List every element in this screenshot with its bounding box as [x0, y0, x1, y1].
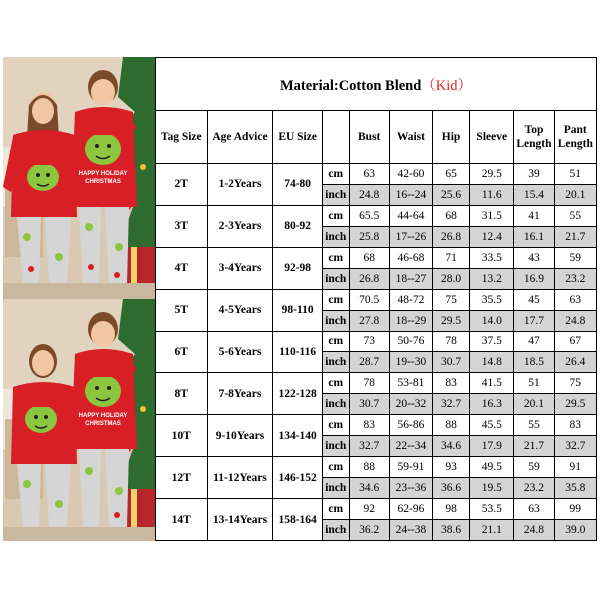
bust-cm-value: 68: [349, 247, 389, 268]
unit-cm-cell: cm: [322, 415, 349, 436]
waist-cm-value: 44-64: [389, 205, 432, 226]
pant-length-inch-value: 20.1: [554, 184, 596, 205]
sleeve-cm-value: 45.5: [470, 415, 514, 436]
hip-inch-value: 26.8: [433, 226, 470, 247]
product-photo-top: [3, 57, 155, 299]
waist-cm-value: 42-60: [389, 164, 432, 185]
waist-inch-value: 18--29: [389, 310, 432, 331]
pant-length-cm-value: 63: [554, 289, 596, 310]
age-advice-cell: 2-3Years: [207, 205, 273, 247]
hip-cm-value: 65: [433, 164, 470, 185]
bust-inch-value: 28.7: [349, 352, 389, 373]
top-length-cm-value: 55: [514, 415, 554, 436]
age-advice-cell: 1-2Years: [207, 164, 273, 206]
sleeve-inch-value: 17.9: [470, 436, 514, 457]
waist-cm-value: 48-72: [389, 289, 432, 310]
size-row-cm: [156, 457, 597, 478]
waist-inch-value: 19--30: [389, 352, 432, 373]
header-pant-length: Pant Length: [554, 111, 596, 164]
tag-size-cell: 4T: [156, 247, 208, 289]
title-main: Material:Cotton Blend: [279, 77, 422, 94]
hip-inch-value: 34.6: [433, 436, 470, 457]
pant-length-inch-value: 39.0: [554, 519, 596, 540]
pant-length-cm-value: 99: [554, 499, 596, 520]
waist-inch-value: 23--36: [389, 478, 432, 499]
bust-cm-value: 63: [349, 164, 389, 185]
unit-inch-cell: inch: [322, 436, 349, 457]
size-row-cm: [156, 164, 597, 185]
tag-size-cell: 2T: [156, 164, 208, 206]
svg-text:CHRISTMAS: CHRISTMAS: [85, 421, 121, 427]
waist-cm-value: 62-96: [389, 499, 432, 520]
hip-inch-value: 30.7: [433, 352, 470, 373]
table-title: [156, 58, 597, 111]
top-length-inch-value: 15.4: [514, 184, 554, 205]
tag-size-cell: 10T: [156, 415, 208, 457]
sleeve-cm-value: 33.5: [470, 247, 514, 268]
pant-length-cm-value: 83: [554, 415, 596, 436]
header-top-length: Top Length: [514, 111, 554, 164]
waist-cm-value: 46-68: [389, 247, 432, 268]
sleeve-inch-value: 14.0: [470, 310, 514, 331]
header-eu-size: EU Size: [273, 111, 322, 164]
age-advice-cell: 9-10Years: [207, 415, 273, 457]
top-length-cm-value: 45: [514, 289, 554, 310]
size-rows: [156, 164, 597, 541]
unit-inch-cell: inch: [322, 226, 349, 247]
bust-inch-value: 34.6: [349, 478, 389, 499]
bust-inch-value: 32.7: [349, 436, 389, 457]
size-row-cm: [156, 499, 597, 520]
age-advice-cell: 3-4Years: [207, 247, 273, 289]
unit-inch-cell: inch: [322, 478, 349, 499]
sleeve-cm-value: 49.5: [470, 457, 514, 478]
top-length-inch-value: 21.7: [514, 436, 554, 457]
waist-inch-value: 18--27: [389, 268, 432, 289]
pant-length-inch-value: 21.7: [554, 226, 596, 247]
hip-inch-value: 36.6: [433, 478, 470, 499]
sleeve-inch-value: 19.5: [470, 478, 514, 499]
hip-cm-value: 68: [433, 205, 470, 226]
hip-cm-value: 83: [433, 373, 470, 394]
pant-length-cm-value: 91: [554, 457, 596, 478]
size-row-cm: [156, 247, 597, 268]
unit-cm-cell: cm: [322, 289, 349, 310]
eu-size-cell: 98-110: [273, 289, 322, 331]
hip-inch-value: 29.5: [433, 310, 470, 331]
unit-cm-cell: cm: [322, 457, 349, 478]
size-chart-table: [155, 57, 597, 541]
hip-cm-value: 75: [433, 289, 470, 310]
waist-cm-value: 50-76: [389, 331, 432, 352]
bust-cm-value: 73: [349, 331, 389, 352]
sleeve-inch-value: 21.1: [470, 519, 514, 540]
sleeve-inch-value: 14.8: [470, 352, 514, 373]
bust-inch-value: 27.8: [349, 310, 389, 331]
top-length-inch-value: 20.1: [514, 394, 554, 415]
hip-cm-value: 98: [433, 499, 470, 520]
top-length-inch-value: 17.7: [514, 310, 554, 331]
size-row-cm: [156, 205, 597, 226]
unit-inch-cell: inch: [322, 394, 349, 415]
hip-inch-value: 28.0: [433, 268, 470, 289]
pant-length-cm-value: 59: [554, 247, 596, 268]
unit-cm-cell: cm: [322, 164, 349, 185]
eu-size-cell: 92-98: [273, 247, 322, 289]
tag-size-cell: 12T: [156, 457, 208, 499]
sleeve-inch-value: 16.3: [470, 394, 514, 415]
svg-text:HAPPY HOLIDAY: HAPPY HOLIDAY: [78, 171, 128, 177]
kids-pajama-photo: [3, 57, 155, 299]
hip-inch-value: 32.7: [433, 394, 470, 415]
age-advice-cell: 13-14Years: [207, 499, 273, 541]
top-length-cm-value: 63: [514, 499, 554, 520]
bust-inch-value: 24.8: [349, 184, 389, 205]
header-unit: [322, 111, 349, 164]
sleeve-inch-value: 12.4: [470, 226, 514, 247]
header-age-advice: Age Advice: [207, 111, 273, 164]
top-length-cm-value: 51: [514, 373, 554, 394]
header-bust: Bust: [349, 111, 389, 164]
top-length-inch-value: 18.5: [514, 352, 554, 373]
hip-cm-value: 71: [433, 247, 470, 268]
eu-size-cell: 158-164: [273, 499, 322, 541]
size-row-cm: [156, 331, 597, 352]
waist-inch-value: 20--32: [389, 394, 432, 415]
unit-cm-cell: cm: [322, 499, 349, 520]
top-length-inch-value: 24.8: [514, 519, 554, 540]
age-advice-cell: 7-8Years: [207, 373, 273, 415]
header-waist: Waist: [389, 111, 432, 164]
bust-inch-value: 36.2: [349, 519, 389, 540]
age-advice-cell: 11-12Years: [207, 457, 273, 499]
top-length-cm-value: 43: [514, 247, 554, 268]
header-tag-size: Tag Size: [156, 111, 208, 164]
kids-pajama-photo: [3, 299, 155, 541]
pant-length-inch-value: 23.2: [554, 268, 596, 289]
top-length-inch-value: 16.9: [514, 268, 554, 289]
top-length-cm-value: 39: [514, 164, 554, 185]
eu-size-cell: 110-116: [273, 331, 322, 373]
tag-size-cell: 3T: [156, 205, 208, 247]
sleeve-cm-value: 29.5: [470, 164, 514, 185]
age-advice-cell: 4-5Years: [207, 289, 273, 331]
waist-inch-value: 24--38: [389, 519, 432, 540]
bust-inch-value: 26.8: [349, 268, 389, 289]
product-photo-bottom: [3, 299, 155, 541]
top-length-cm-value: 41: [514, 205, 554, 226]
size-row-cm: [156, 289, 597, 310]
pant-length-cm-value: 51: [554, 164, 596, 185]
pant-length-inch-value: 29.5: [554, 394, 596, 415]
top-length-inch-value: 23.2: [514, 478, 554, 499]
waist-inch-value: 17--26: [389, 226, 432, 247]
bust-cm-value: 70.5: [349, 289, 389, 310]
bust-cm-value: 92: [349, 499, 389, 520]
sleeve-cm-value: 35.5: [470, 289, 514, 310]
unit-inch-cell: inch: [322, 268, 349, 289]
svg-text:CHRISTMAS: CHRISTMAS: [85, 179, 121, 185]
waist-inch-value: 22--34: [389, 436, 432, 457]
bust-cm-value: 88: [349, 457, 389, 478]
unit-inch-cell: inch: [322, 519, 349, 540]
hip-cm-value: 93: [433, 457, 470, 478]
size-row-cm: [156, 373, 597, 394]
bust-inch-value: 25.8: [349, 226, 389, 247]
bust-cm-value: 65.5: [349, 205, 389, 226]
tag-size-cell: 8T: [156, 373, 208, 415]
header-hip: Hip: [433, 111, 470, 164]
eu-size-cell: 146-152: [273, 457, 322, 499]
waist-cm-value: 56-86: [389, 415, 432, 436]
sleeve-cm-value: 53.5: [470, 499, 514, 520]
waist-inch-value: 16--24: [389, 184, 432, 205]
pant-length-inch-value: 35.8: [554, 478, 596, 499]
unit-inch-cell: inch: [322, 184, 349, 205]
pant-length-cm-value: 75: [554, 373, 596, 394]
bust-cm-value: 83: [349, 415, 389, 436]
age-advice-cell: 5-6Years: [207, 331, 273, 373]
unit-cm-cell: cm: [322, 373, 349, 394]
pant-length-cm-value: 67: [554, 331, 596, 352]
eu-size-cell: 74-80: [273, 164, 322, 206]
sleeve-cm-value: 31.5: [470, 205, 514, 226]
unit-cm-cell: cm: [322, 247, 349, 268]
top-length-cm-value: 47: [514, 331, 554, 352]
svg-text:HAPPY HOLIDAY: HAPPY HOLIDAY: [78, 413, 128, 419]
pant-length-inch-value: 24.8: [554, 310, 596, 331]
hip-cm-value: 78: [433, 331, 470, 352]
top-length-cm-value: 59: [514, 457, 554, 478]
tag-size-cell: 14T: [156, 499, 208, 541]
bust-inch-value: 30.7: [349, 394, 389, 415]
tag-size-cell: 6T: [156, 331, 208, 373]
top-length-inch-value: 16.1: [514, 226, 554, 247]
unit-inch-cell: inch: [322, 310, 349, 331]
bust-cm-value: 78: [349, 373, 389, 394]
sleeve-inch-value: 11.6: [470, 184, 514, 205]
hip-inch-value: 25.6: [433, 184, 470, 205]
product-photos: [3, 57, 155, 541]
unit-inch-cell: inch: [322, 352, 349, 373]
eu-size-cell: 134-140: [273, 415, 322, 457]
unit-cm-cell: cm: [322, 205, 349, 226]
sleeve-cm-value: 41.5: [470, 373, 514, 394]
unit-cm-cell: cm: [322, 331, 349, 352]
waist-cm-value: 59-91: [389, 457, 432, 478]
eu-size-cell: 122-128: [273, 373, 322, 415]
title-kid: （Kid）: [421, 77, 473, 94]
eu-size-cell: 80-92: [273, 205, 322, 247]
sleeve-cm-value: 37.5: [470, 331, 514, 352]
pant-length-inch-value: 32.7: [554, 436, 596, 457]
size-row-cm: [156, 415, 597, 436]
hip-inch-value: 38.6: [433, 519, 470, 540]
pant-length-cm-value: 55: [554, 205, 596, 226]
hip-cm-value: 88: [433, 415, 470, 436]
pant-length-inch-value: 26.4: [554, 352, 596, 373]
tag-size-cell: 5T: [156, 289, 208, 331]
header-sleeve: Sleeve: [470, 111, 514, 164]
waist-cm-value: 53-81: [389, 373, 432, 394]
sleeve-inch-value: 13.2: [470, 268, 514, 289]
